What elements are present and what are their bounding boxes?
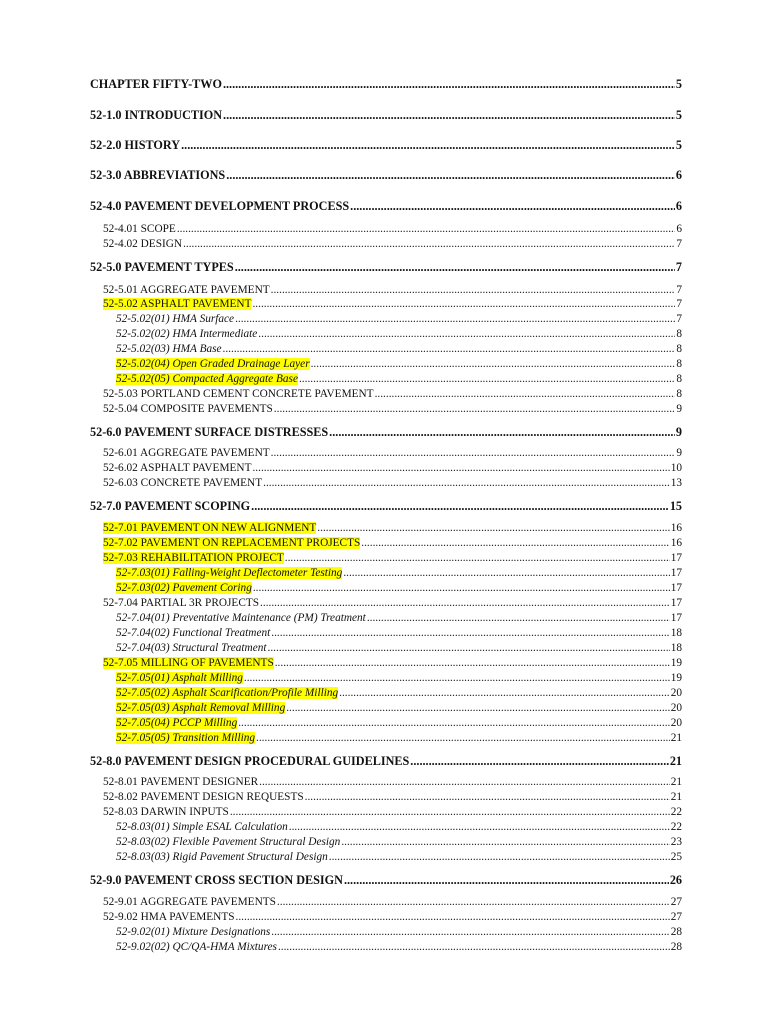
toc-entry-page: 27	[670, 911, 682, 923]
toc-entry-title: 52-5.02(03) HMA Base	[116, 343, 222, 355]
toc-entry[interactable]	[116, 821, 682, 833]
dot-leader	[253, 582, 670, 594]
toc-entry-page: 18	[670, 627, 682, 639]
toc-entry-title: CHAPTER FIFTY-TWO	[90, 77, 222, 91]
toc-entry-page: 9	[676, 403, 682, 415]
toc-entry[interactable]	[116, 642, 682, 654]
toc-entry[interactable]	[116, 926, 682, 938]
dot-leader	[223, 108, 675, 123]
toc-entry[interactable]	[103, 552, 682, 564]
dot-leader	[286, 702, 669, 714]
dot-leader	[259, 776, 670, 788]
toc-entry-title: 52-3.0 ABBREVIATIONS	[90, 168, 226, 182]
toc-entry[interactable]	[90, 754, 682, 769]
toc-entry-page: 7	[675, 260, 682, 274]
toc-entry[interactable]	[116, 328, 682, 340]
toc-entry[interactable]	[90, 199, 682, 214]
dot-leader	[236, 911, 670, 923]
toc-entry-title: 52-5.03 PORTLAND CEMENT CONCRETE PAVEMENT	[103, 388, 374, 400]
toc-entry-title: 52-5.02(02) HMA Intermediate	[116, 328, 258, 340]
toc-entry[interactable]	[103, 896, 682, 908]
toc-entry-title: 52-6.02 ASPHALT PAVEMENT	[103, 462, 252, 474]
dot-leader	[263, 477, 670, 489]
toc-entry-title: 52-6.0 PAVEMENT SURFACE DISTRESSES	[90, 425, 329, 439]
toc-entry-title: 52-7.04(02) Functional Treatment	[116, 627, 271, 639]
toc-entry[interactable]	[90, 108, 682, 123]
toc-entry[interactable]	[103, 657, 682, 669]
toc-entry-page: 8	[676, 358, 682, 370]
toc-entry[interactable]	[116, 627, 682, 639]
toc-entry[interactable]	[116, 373, 682, 385]
toc-entry-page: 16	[670, 522, 682, 534]
dot-leader	[350, 199, 675, 214]
toc-entry[interactable]	[116, 358, 682, 370]
toc-entry[interactable]	[116, 941, 682, 953]
toc-entry-title: 52-7.03(02) Pavement Coring	[116, 582, 252, 594]
dot-leader	[268, 642, 670, 654]
toc-entry-title: 52-7.05(05) Transition Milling	[116, 732, 256, 744]
toc-entry-title: 52-8.03(03) Rigid Pavement Structural Design	[116, 851, 328, 863]
toc-entry-title: 52-5.02(01) HMA Surface	[116, 313, 235, 325]
dot-leader	[260, 597, 670, 609]
toc-entry-title: 52-8.03 DARWIN INPUTS	[103, 806, 229, 818]
toc-entry-page: 9	[675, 425, 682, 439]
dot-leader	[339, 687, 670, 699]
toc-entry[interactable]	[116, 313, 682, 325]
dot-leader	[244, 672, 670, 684]
dot-leader	[271, 284, 676, 296]
toc-entry-page: 20	[670, 687, 682, 699]
toc-entry-title: 52-5.02 ASPHALT PAVEMENT	[103, 298, 252, 310]
toc-entry-title: 52-7.04(01) Preventative Maintenance (PM) Treatment	[116, 612, 366, 624]
dot-leader	[341, 836, 669, 848]
toc-entry-page: 5	[675, 108, 682, 122]
dot-leader	[278, 941, 670, 953]
dot-leader	[226, 168, 675, 183]
dot-leader	[329, 425, 675, 440]
toc-entry[interactable]	[116, 672, 682, 684]
toc-entry-page: 18	[670, 642, 682, 654]
toc-entry-page: 21	[669, 754, 682, 768]
dot-leader	[277, 896, 670, 908]
dot-leader	[361, 537, 669, 549]
toc-entry-title: 52-7.05(02) Asphalt Scarification/Profile Milling	[116, 687, 339, 699]
dot-leader	[235, 260, 675, 275]
toc-entry[interactable]	[103, 537, 682, 549]
toc-entry-page: 17	[670, 597, 682, 609]
toc-entry[interactable]	[103, 388, 682, 400]
toc-entry[interactable]	[90, 77, 682, 92]
toc-entry-page: 8	[676, 328, 682, 340]
toc-entry[interactable]	[116, 567, 682, 579]
toc-entry-title: 52-2.0 HISTORY	[90, 138, 181, 152]
toc-entry-title: 52-8.02 PAVEMENT DESIGN REQUESTS	[103, 791, 304, 803]
toc-entry-title: 52-1.0 INTRODUCTION	[90, 108, 223, 122]
dot-leader	[258, 328, 675, 340]
toc-entry[interactable]	[90, 168, 682, 183]
toc-entry[interactable]	[90, 138, 682, 153]
toc-entry[interactable]	[103, 238, 682, 250]
toc-entry-title: 52-9.02 HMA PAVEMENTS	[103, 911, 235, 923]
toc-entry[interactable]	[103, 284, 682, 296]
toc-entry-page: 27	[670, 896, 682, 908]
toc-entry-page: 5	[675, 138, 682, 152]
toc-entry-page: 22	[670, 821, 682, 833]
toc-entry-page: 20	[670, 702, 682, 714]
toc-entry-title: 52-8.03(02) Flexible Pavement Structural Design	[116, 836, 341, 848]
toc-entry-page: 19	[670, 672, 682, 684]
dot-leader	[299, 373, 675, 385]
toc-entry-page: 5	[675, 77, 682, 91]
toc-entry-page: 7	[676, 313, 682, 325]
toc-entry[interactable]	[116, 582, 682, 594]
toc-entry-title: 52-8.01 PAVEMENT DESIGNER	[103, 776, 259, 788]
toc-entry-page: 9	[676, 447, 682, 459]
toc-entry[interactable]	[116, 732, 682, 744]
toc-entry-title: 52-5.02(04) Open Graded Drainage Layer	[116, 358, 310, 370]
toc-entry-title: 52-7.04(03) Structural Treatment	[116, 642, 267, 654]
toc-entry-title: 52-9.02(02) QC/QA-HMA Mixtures	[116, 941, 277, 953]
toc-entry-title: 52-5.01 AGGREGATE PAVEMENT	[103, 284, 270, 296]
toc-entry-title: 52-9.0 PAVEMENT CROSS SECTION DESIGN	[90, 873, 343, 887]
dot-leader	[311, 358, 676, 370]
toc-entry-page: 6	[676, 223, 682, 235]
dot-leader	[367, 612, 670, 624]
toc-entry-page: 17	[670, 552, 682, 564]
dot-leader	[274, 403, 676, 415]
toc-entry[interactable]	[103, 223, 682, 235]
dot-leader	[238, 717, 669, 729]
toc-entry-page: 6	[675, 199, 682, 213]
toc-entry[interactable]	[103, 403, 682, 415]
toc-entry-title: 52-4.0 PAVEMENT DEVELOPMENT PROCESS	[90, 199, 350, 213]
toc-entry[interactable]	[103, 298, 682, 310]
toc-entry-title: 52-9.01 AGGREGATE PAVEMENTS	[103, 896, 276, 908]
dot-leader	[252, 462, 669, 474]
toc-entry-page: 8	[676, 373, 682, 385]
dot-leader	[230, 806, 670, 818]
toc-entry[interactable]	[90, 499, 682, 514]
dot-leader	[183, 238, 675, 250]
dot-leader	[275, 657, 670, 669]
toc-entry-page: 7	[676, 284, 682, 296]
toc-entry[interactable]	[103, 597, 682, 609]
toc-entry[interactable]	[116, 702, 682, 714]
dot-leader	[235, 313, 675, 325]
toc-entry-page: 20	[670, 717, 682, 729]
dot-leader	[252, 298, 675, 310]
toc-entry-title: 52-5.0 PAVEMENT TYPES	[90, 260, 234, 274]
toc-entry-title: 52-6.01 AGGREGATE PAVEMENT	[103, 447, 270, 459]
dot-leader	[271, 926, 669, 938]
dot-leader	[410, 754, 669, 769]
toc-entry-title: 52-7.05(04) PCCP Milling	[116, 717, 238, 729]
dot-leader	[343, 567, 669, 579]
toc-entry-title: 52-7.05(01) Asphalt Milling	[116, 672, 243, 684]
dot-leader	[251, 499, 669, 514]
dot-leader	[223, 77, 675, 92]
toc-entry-page: 28	[670, 926, 682, 938]
toc-entry-title: 52-7.0 PAVEMENT SCOPING	[90, 499, 251, 513]
dot-leader	[271, 447, 676, 459]
toc-entry-title: 52-7.03(01) Falling-Weight Deflectometer Testing	[116, 567, 343, 579]
toc-entry-page: 17	[670, 612, 682, 624]
toc-entry-title: 52-4.02 DESIGN	[103, 238, 183, 250]
dot-leader	[256, 732, 670, 744]
dot-leader	[181, 138, 675, 153]
dot-leader	[375, 388, 676, 400]
toc-entry-page: 25	[670, 851, 682, 863]
dot-leader	[223, 343, 676, 355]
toc-entry-title: 52-7.05 MILLING OF PAVEMENTS	[103, 657, 274, 669]
dot-leader	[285, 552, 670, 564]
toc-entry-page: 21	[670, 776, 682, 788]
toc-entry-title: 52-4.01 SCOPE	[103, 223, 176, 235]
toc-entry[interactable]	[116, 851, 682, 863]
toc-entry-title: 52-8.0 PAVEMENT DESIGN PROCEDURAL GUIDELINES	[90, 754, 410, 768]
toc-entry-title: 52-7.02 PAVEMENT ON REPLACEMENT PROJECTS	[103, 537, 361, 549]
toc-entry[interactable]	[116, 717, 682, 729]
toc-entry-page: 26	[669, 873, 682, 887]
dot-leader	[344, 873, 669, 888]
toc-entry-page: 17	[670, 582, 682, 594]
toc-entry-page: 21	[670, 791, 682, 803]
toc-entry-page: 8	[676, 343, 682, 355]
toc-entry-page: 23	[670, 836, 682, 848]
toc-entry[interactable]	[116, 343, 682, 355]
toc-entry-title: 52-7.03 REHABILITATION PROJECT	[103, 552, 284, 564]
dot-leader	[271, 627, 669, 639]
toc-entry-page: 16	[670, 537, 682, 549]
toc-entry[interactable]	[116, 836, 682, 848]
toc-entry-title: 52-6.03 CONCRETE PAVEMENT	[103, 477, 263, 489]
toc-entry[interactable]	[103, 462, 682, 474]
toc-entry[interactable]	[103, 477, 682, 489]
toc-entry-page: 7	[676, 298, 682, 310]
toc-entry-title: 52-5.02(05) Compacted Aggregate Base	[116, 373, 298, 385]
toc-entry-page: 10	[670, 462, 682, 474]
toc-entry-page: 21	[670, 732, 682, 744]
toc-entry-page: 13	[670, 477, 682, 489]
toc-entry-page: 19	[670, 657, 682, 669]
dot-leader	[305, 791, 670, 803]
toc-entry[interactable]	[103, 791, 682, 803]
toc-entry[interactable]	[103, 776, 682, 788]
toc-entry[interactable]	[90, 425, 682, 440]
toc-entry-title: 52-7.04 PARTIAL 3R PROJECTS	[103, 597, 260, 609]
toc-entry[interactable]	[103, 806, 682, 818]
toc-entry-page: 15	[669, 499, 682, 513]
toc-entry-page: 28	[670, 941, 682, 953]
toc-entry-title: 52-7.01 PAVEMENT ON NEW ALIGNMENT	[103, 522, 317, 534]
toc-entry-title: 52-8.03(01) Simple ESAL Calculation	[116, 821, 288, 833]
toc-entry-title: 52-7.05(03) Asphalt Removal Milling	[116, 702, 286, 714]
dot-leader	[317, 522, 669, 534]
toc-entry[interactable]	[90, 260, 682, 275]
toc-entry[interactable]	[116, 687, 682, 699]
toc-entry-title: 52-5.04 COMPOSITE PAVEMENTS	[103, 403, 273, 415]
toc-entry-page: 7	[676, 238, 682, 250]
toc-entry[interactable]	[103, 447, 682, 459]
toc-entry-page: 22	[670, 806, 682, 818]
dot-leader	[329, 851, 670, 863]
toc-entry-page: 8	[676, 388, 682, 400]
toc-entry[interactable]	[103, 911, 682, 923]
toc-entry-page: 6	[675, 168, 682, 182]
dot-leader	[289, 821, 670, 833]
dot-leader	[177, 223, 676, 235]
toc-entry-title: 52-9.02(01) Mixture Designations	[116, 926, 271, 938]
toc-entry[interactable]	[90, 873, 682, 888]
toc-entry-page: 17	[670, 567, 682, 579]
toc-entry[interactable]	[116, 612, 682, 624]
toc-entry[interactable]	[103, 522, 682, 534]
